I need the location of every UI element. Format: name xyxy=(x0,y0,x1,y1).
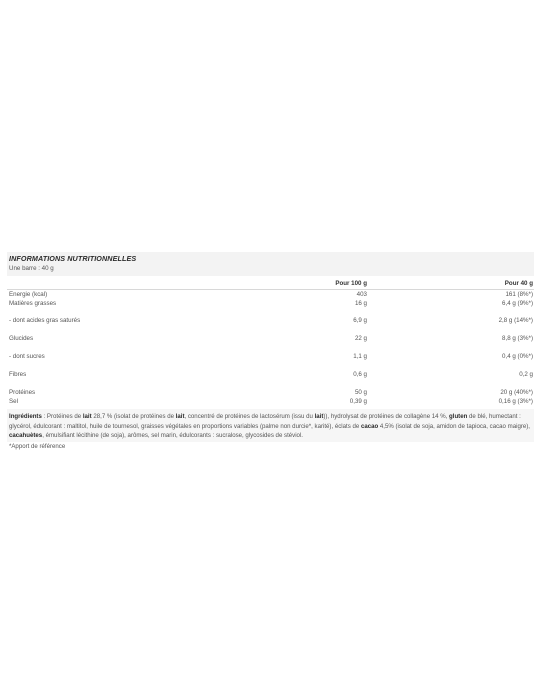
title-band xyxy=(7,252,534,276)
nutrition-table xyxy=(7,279,534,406)
table-row xyxy=(7,290,534,300)
row-label: Energie (kcal) xyxy=(9,291,48,298)
ingredients-heading: Ingrédients xyxy=(9,413,42,420)
ingredient-text-segment: , émulsifiant lécithine (de soja), arômes, sel marin, édulcorants : sucralose, glycosides de stéviol. xyxy=(42,432,303,439)
table-row xyxy=(7,352,534,370)
ingredient-allergen: lait xyxy=(175,413,185,420)
row-per40: 2,8 g (14%*) xyxy=(498,317,533,324)
ingredients-text xyxy=(9,413,530,439)
table-row xyxy=(7,299,534,316)
row-per100: 403 xyxy=(356,291,367,298)
row-label: Protéines xyxy=(9,389,36,396)
row-per40: 161 (8%*) xyxy=(505,291,533,298)
row-per100: 50 g xyxy=(354,389,367,396)
ingredient-allergen: cacahuètes xyxy=(9,432,43,439)
row-per40: 0,4 g (0%*) xyxy=(502,353,533,360)
row-per40: 8,8 g (3%*) xyxy=(502,335,533,342)
ingredient-text-segment: : Protéines de xyxy=(41,413,83,420)
row-per100: 0,39 g xyxy=(349,398,367,405)
row-per40: 0,2 g xyxy=(519,371,533,378)
table-row xyxy=(7,316,534,334)
column-header-label xyxy=(7,279,217,290)
row-label: Matières grasses xyxy=(9,300,57,307)
row-per100: 16 g xyxy=(354,300,367,307)
ingredient-text-segment: 28,7 % (isolat de protéines de xyxy=(91,413,176,420)
row-label: - dont sucres xyxy=(9,353,45,360)
table-row xyxy=(7,370,534,388)
row-per100: 6,9 g xyxy=(353,317,367,324)
nutrition-panel xyxy=(7,252,534,451)
table-row xyxy=(7,397,534,406)
ingredients-block xyxy=(7,409,534,442)
reference-footnote: *Apport de référence xyxy=(9,442,66,450)
column-header-per40: Pour 40 g xyxy=(504,280,533,287)
row-per100: 22 g xyxy=(354,335,367,342)
row-per100: 0,6 g xyxy=(353,371,367,378)
row-label: Glucides xyxy=(9,335,34,342)
ingredient-allergen: gluten xyxy=(449,413,468,420)
row-per40: 6,4 g (9%*) xyxy=(502,300,533,307)
ingredient-text-segment: )), hydrolysat de protéines de collagène 14 %, xyxy=(323,413,450,420)
row-per40: 20 g (40%*) xyxy=(500,389,533,396)
column-header-per100: Pour 100 g xyxy=(335,280,367,287)
serving-size: Une barre : 40 g xyxy=(9,265,54,272)
row-label: Fibres xyxy=(9,371,27,378)
ingredient-text-segment: 4,5% (isolat de soja, amidon de tapioca, cacao maigre), xyxy=(378,422,530,430)
row-label: - dont acides gras saturés xyxy=(9,317,81,324)
ingredient-allergen: lait xyxy=(82,413,92,420)
table-header xyxy=(7,279,534,290)
nutrition-title: INFORMATIONS NUTRITIONNELLES xyxy=(9,254,137,263)
table-row xyxy=(7,388,534,397)
ingredient-text-segment: , concentré de protéines de lactosérum (issu du xyxy=(184,413,315,420)
ingredient-text-segment: de blé, humectant : glycérol, édulcorant : maltitol, huile de tournesol, graisses végétales en proportions variables (palme non durcie*, karité), éclats de xyxy=(9,413,521,430)
ingredient-allergen: cacao xyxy=(360,422,379,430)
row-per40: 0,16 g (3%*) xyxy=(498,398,533,405)
row-per100: 1,1 g xyxy=(353,353,367,360)
ingredient-allergen: lait xyxy=(314,413,324,420)
row-label: Sel xyxy=(9,398,18,405)
table-row xyxy=(7,334,534,352)
